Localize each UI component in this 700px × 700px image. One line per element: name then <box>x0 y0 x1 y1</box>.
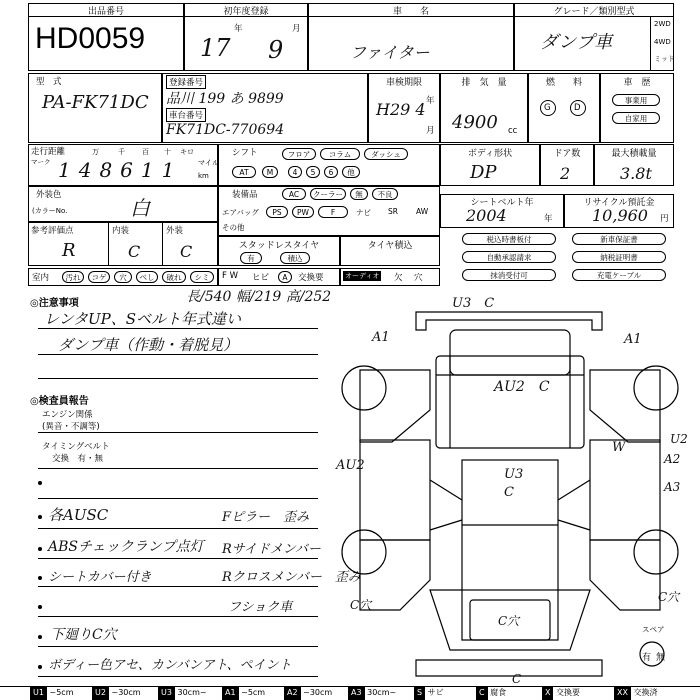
legend-item <box>542 686 580 700</box>
chassis-value: FK71DC-770694 <box>166 122 285 138</box>
inspector-item-1: 各AUSC <box>48 506 109 524</box>
mark-left-door: AU2 <box>336 458 365 473</box>
equip-sr: SR <box>388 207 398 216</box>
fw-replace: 交換要 <box>298 273 324 283</box>
left-fender-shape <box>360 370 430 442</box>
shift-at: AT <box>232 166 256 178</box>
recycle-label: リサイクル預託金 <box>583 198 655 208</box>
studless-loaded: 積込 <box>280 252 310 264</box>
rear-bumper-shape <box>416 660 602 676</box>
equip-f: F <box>318 206 348 218</box>
notes-line-1: レンタUP、Sベルト年式違い <box>44 310 242 328</box>
shift-5: 5 <box>306 166 320 178</box>
bullet <box>38 573 46 583</box>
doors-value: 2 <box>560 164 571 183</box>
mileage-man: 万 <box>92 148 99 156</box>
legend-item <box>222 686 265 700</box>
mark-right-w: W <box>612 440 626 455</box>
timing-opts: 交換 有・無 <box>52 454 104 464</box>
rule <box>38 378 318 379</box>
month-unit: 月 <box>292 24 301 34</box>
reg-no-label: 登録番号 <box>166 75 206 89</box>
first-reg-month: 9 <box>268 36 284 64</box>
mark-rear-left: C穴 <box>350 598 372 612</box>
seatbelt-label: シートベルト年 <box>470 198 534 208</box>
cabin-hole: 穴 <box>114 271 132 283</box>
legend-item <box>30 686 73 700</box>
audio-missing: 欠 <box>394 273 403 283</box>
mileage-sen: 千 <box>118 148 125 156</box>
spare-no: 無 <box>656 653 666 663</box>
legend-code: U1 <box>30 686 47 700</box>
spare-yes: 有 <box>642 653 652 663</box>
cabin-burn: コゲ <box>88 271 110 283</box>
rule <box>38 676 318 677</box>
legend-item <box>614 686 658 700</box>
cabin-dent: べし <box>136 271 158 283</box>
seatbelt-unit: 年 <box>544 214 553 224</box>
grade-label: グレード／類別型式 <box>553 7 635 17</box>
right-side-shape <box>590 440 660 540</box>
cabin-tear: 破れ <box>162 271 186 283</box>
displacement-unit: cc <box>508 126 518 136</box>
rule <box>38 586 318 587</box>
inspector-right-4: フショク車 <box>228 600 293 615</box>
usage-private: 自家用 <box>612 112 660 124</box>
mark-bottom: C <box>512 672 522 686</box>
mileage-label: 走行距離 <box>31 147 66 157</box>
notes-line-2: ダンプ車（作動・着脱見） <box>58 336 239 354</box>
cabin-stain: シミ <box>190 271 214 283</box>
bullet <box>38 632 46 642</box>
dimensions: 長/540 幅/219 高/252 <box>186 289 332 305</box>
mileage-ju: 十 <box>164 148 171 156</box>
divider <box>108 222 109 266</box>
capacity-label: 最大積載量 <box>611 149 657 159</box>
mark-right-a3: A3 <box>664 480 681 494</box>
shift-floor: フロア <box>282 148 316 160</box>
hood-shape <box>436 356 584 448</box>
doc-tax-cert: 納税証明書 <box>572 251 666 263</box>
spare-label: スペア <box>642 625 665 634</box>
legend-code: C <box>476 686 488 700</box>
usage-business: 事業用 <box>612 94 660 106</box>
mark-hood: AU2 C <box>494 379 550 395</box>
inspector-item-6: ボディー色アセ、カンバンアト、ペイント <box>48 658 292 673</box>
body-value: DP <box>470 162 497 183</box>
inspector-right-1: Fピラー 歪み <box>222 510 310 525</box>
equip-ac: AC <box>282 188 306 200</box>
cabin-label: 室内 <box>32 273 50 283</box>
bullet <box>38 512 46 522</box>
inspector-right-2: Rサイドメンバー <box>222 542 321 557</box>
color-note: (カラーNo. <box>32 207 68 215</box>
ext-color-label: 外装色 <box>36 190 62 200</box>
rule <box>38 528 318 529</box>
mark-front-left: A1 <box>372 330 390 345</box>
audio-label: オーディオ <box>345 272 380 280</box>
legend-item <box>92 686 141 700</box>
inspection-label: 車検期限 <box>385 78 422 88</box>
equip-bad: 不良 <box>372 188 398 200</box>
inspector-item-5: 下廻りC穴 <box>50 627 117 643</box>
legend-code: A1 <box>222 686 239 700</box>
wheel-front-right <box>634 366 678 410</box>
rule <box>38 328 318 329</box>
legend-text: 交換済 <box>633 688 658 697</box>
displacement-label: 排 気 量 <box>461 78 507 88</box>
first-reg-label: 初年度登録 <box>223 7 269 17</box>
rule <box>38 616 318 617</box>
legend-text: ~30cm <box>303 688 333 697</box>
mark-rear-body: C穴 <box>498 614 520 628</box>
usage-label: 車 歴 <box>623 78 651 88</box>
legend-item <box>476 686 506 700</box>
shift-column: コラム <box>320 148 360 160</box>
legend-code: S <box>414 686 425 700</box>
inspector-title: ◎検査員報告 <box>30 396 89 407</box>
exterior-label: 外装 <box>166 226 184 236</box>
legend-text: ~30cm <box>111 688 141 697</box>
equip-ps: PS <box>266 206 288 218</box>
body-label: ボディ形状 <box>467 149 513 159</box>
shift-m: M <box>262 166 278 178</box>
rule <box>38 558 318 559</box>
capacity-value: 3.8t <box>620 164 652 183</box>
equip-aw: AW <box>416 207 429 216</box>
drive-2wd: 2WD <box>654 20 671 28</box>
ref-grade-label: 参考評価点 <box>31 226 74 236</box>
legend-item <box>348 686 396 700</box>
type-label: 型 式 <box>36 77 62 87</box>
tire-load-label: タイヤ積込 <box>367 241 413 251</box>
bullet <box>38 662 46 672</box>
rule <box>38 354 318 355</box>
mark-front-right: A1 <box>624 332 642 347</box>
shift-4: 4 <box>288 166 302 178</box>
interior-label: 内装 <box>112 226 130 236</box>
inspector-item-2: ABSチェックランプ点灯 <box>48 539 204 555</box>
damage-legend <box>0 686 700 700</box>
legend-item <box>284 686 332 700</box>
fuel-g: G <box>544 103 551 113</box>
mileage-mile: マイル <box>198 159 219 167</box>
ref-grade-value: R <box>62 240 76 261</box>
drive-4wd: 4WD <box>654 38 671 46</box>
seatbelt-value: 2004 <box>466 206 507 225</box>
fw-a: A <box>278 271 292 283</box>
left-side-shape <box>360 440 430 540</box>
exterior-value: C <box>180 242 193 261</box>
recycle-value: 10,960 <box>592 206 648 225</box>
engine-label: エンジン関係 <box>42 410 93 420</box>
wheel-front-left <box>342 366 386 410</box>
mileage-value: 148611 <box>58 158 183 182</box>
mark-rear-right: C穴 <box>658 590 680 604</box>
legend-text: 30cm~ <box>177 688 207 697</box>
equip-label: 装備品 <box>232 190 258 200</box>
engine-sub: (異音・不調等) <box>42 422 100 432</box>
equip-cooler: クーラー <box>310 188 346 200</box>
equip-other-label: その他 <box>222 223 245 232</box>
mark-top-front: U3 C <box>452 296 495 311</box>
mileage-kiro: キロ <box>180 148 194 156</box>
notes-title: ◎注意事項 <box>30 298 79 309</box>
bullet <box>38 544 46 554</box>
fw-label: F W <box>222 271 238 281</box>
cabin-dirt: 汚れ <box>62 271 84 283</box>
rule <box>38 646 318 647</box>
right-fender-shape <box>590 370 660 442</box>
equip-airbag: エアバッグ <box>222 208 259 217</box>
legend-code: A3 <box>348 686 365 700</box>
inspection-year-unit: 年 <box>426 96 435 106</box>
doors-label: ドア数 <box>553 149 581 159</box>
shift-dash: ダッシュ <box>364 148 408 160</box>
inspection-month-unit: 月 <box>426 126 435 136</box>
mark-right-a2: A2 <box>664 452 681 466</box>
wheel-rear-left <box>342 530 386 574</box>
legend-code: XX <box>614 686 631 700</box>
equip-pw: PW <box>292 206 314 218</box>
grade-value: ダンプ車 <box>540 32 613 53</box>
wheel-rear-right <box>634 530 678 574</box>
rule <box>38 432 318 433</box>
displacement-value: 4900 <box>452 112 498 133</box>
studless-label: スタッドレスタイヤ <box>238 241 320 251</box>
audio-hole: 穴 <box>414 273 423 283</box>
legend-code: U3 <box>158 686 175 700</box>
windshield-shape <box>436 356 584 448</box>
inspector-item-3: シートカバー付き <box>48 570 152 585</box>
legend-text: 30cm~ <box>367 688 397 697</box>
rear-body-right-shape <box>590 540 660 610</box>
divider <box>162 222 163 266</box>
shift-label: シフト <box>232 148 258 158</box>
legend-code: A2 <box>284 686 301 700</box>
studless-yes: 有 <box>240 252 262 264</box>
model-name-label: 車 名 <box>392 7 429 17</box>
legend-text: 交換要 <box>556 688 581 697</box>
mileage-km: km <box>198 172 209 180</box>
lot-label: 出品番号 <box>87 7 124 17</box>
year-unit: 年 <box>234 24 243 34</box>
legend-code: X <box>542 686 553 700</box>
legend-text: ~5cm <box>49 688 74 697</box>
rule <box>38 468 318 469</box>
fw-crack: ヒビ <box>252 273 270 283</box>
ext-color-value: 白 <box>130 196 150 220</box>
fuel-label: 燃 料 <box>545 78 582 88</box>
drive-mid: ミッド <box>654 55 675 63</box>
first-reg-year: 17 <box>200 34 231 62</box>
legend-item <box>158 686 207 700</box>
doc-auto-approve: 自動承認請求 <box>462 251 556 263</box>
type-value: PA-FK71DC <box>42 92 149 113</box>
timing-label: タイミングベルト <box>42 442 110 452</box>
mark-right-u2: U2 <box>670 432 688 446</box>
mileage-mark: マーク <box>31 158 51 166</box>
lot-number: HD0059 <box>35 22 146 55</box>
legend-text: サビ <box>427 688 444 697</box>
equip-none: 無 <box>350 188 368 200</box>
cab-shape <box>450 330 570 375</box>
model-name: ファイター <box>350 43 430 62</box>
chassis-label: 車台番号 <box>166 108 206 122</box>
legend-text: ~5cm <box>241 688 266 697</box>
fuel-d: D <box>574 103 581 113</box>
equip-navi: ナビ <box>356 208 371 217</box>
shift-6: 6 <box>324 166 338 178</box>
recycle-unit: 円 <box>660 214 669 224</box>
mileage-hyaku: 百 <box>142 148 149 156</box>
doc-tax-board: 税込時書板付 <box>462 233 556 245</box>
bullet <box>38 478 46 488</box>
legend-item <box>414 686 444 700</box>
divider <box>650 16 651 71</box>
legend-code: U2 <box>92 686 109 700</box>
bullet <box>38 602 46 612</box>
inspection-value: H29 4 <box>376 100 426 119</box>
rule <box>38 498 318 499</box>
doc-deregister: 抹消受付可 <box>462 269 556 281</box>
legend-text: 腐食 <box>490 688 507 697</box>
interior-value: C <box>128 242 141 261</box>
front-bumper-shape <box>416 312 602 330</box>
mark-center: U3 C <box>504 467 537 500</box>
inspector-right-3: Rクロスメンバー 歪み <box>222 570 361 585</box>
doc-charge-cable: 充電ケーブル <box>572 269 666 281</box>
shift-other: 他 <box>342 166 360 178</box>
reg-no-value: 品川 199 あ 9899 <box>166 91 284 107</box>
doc-new-warranty: 新車保証書 <box>572 233 666 245</box>
